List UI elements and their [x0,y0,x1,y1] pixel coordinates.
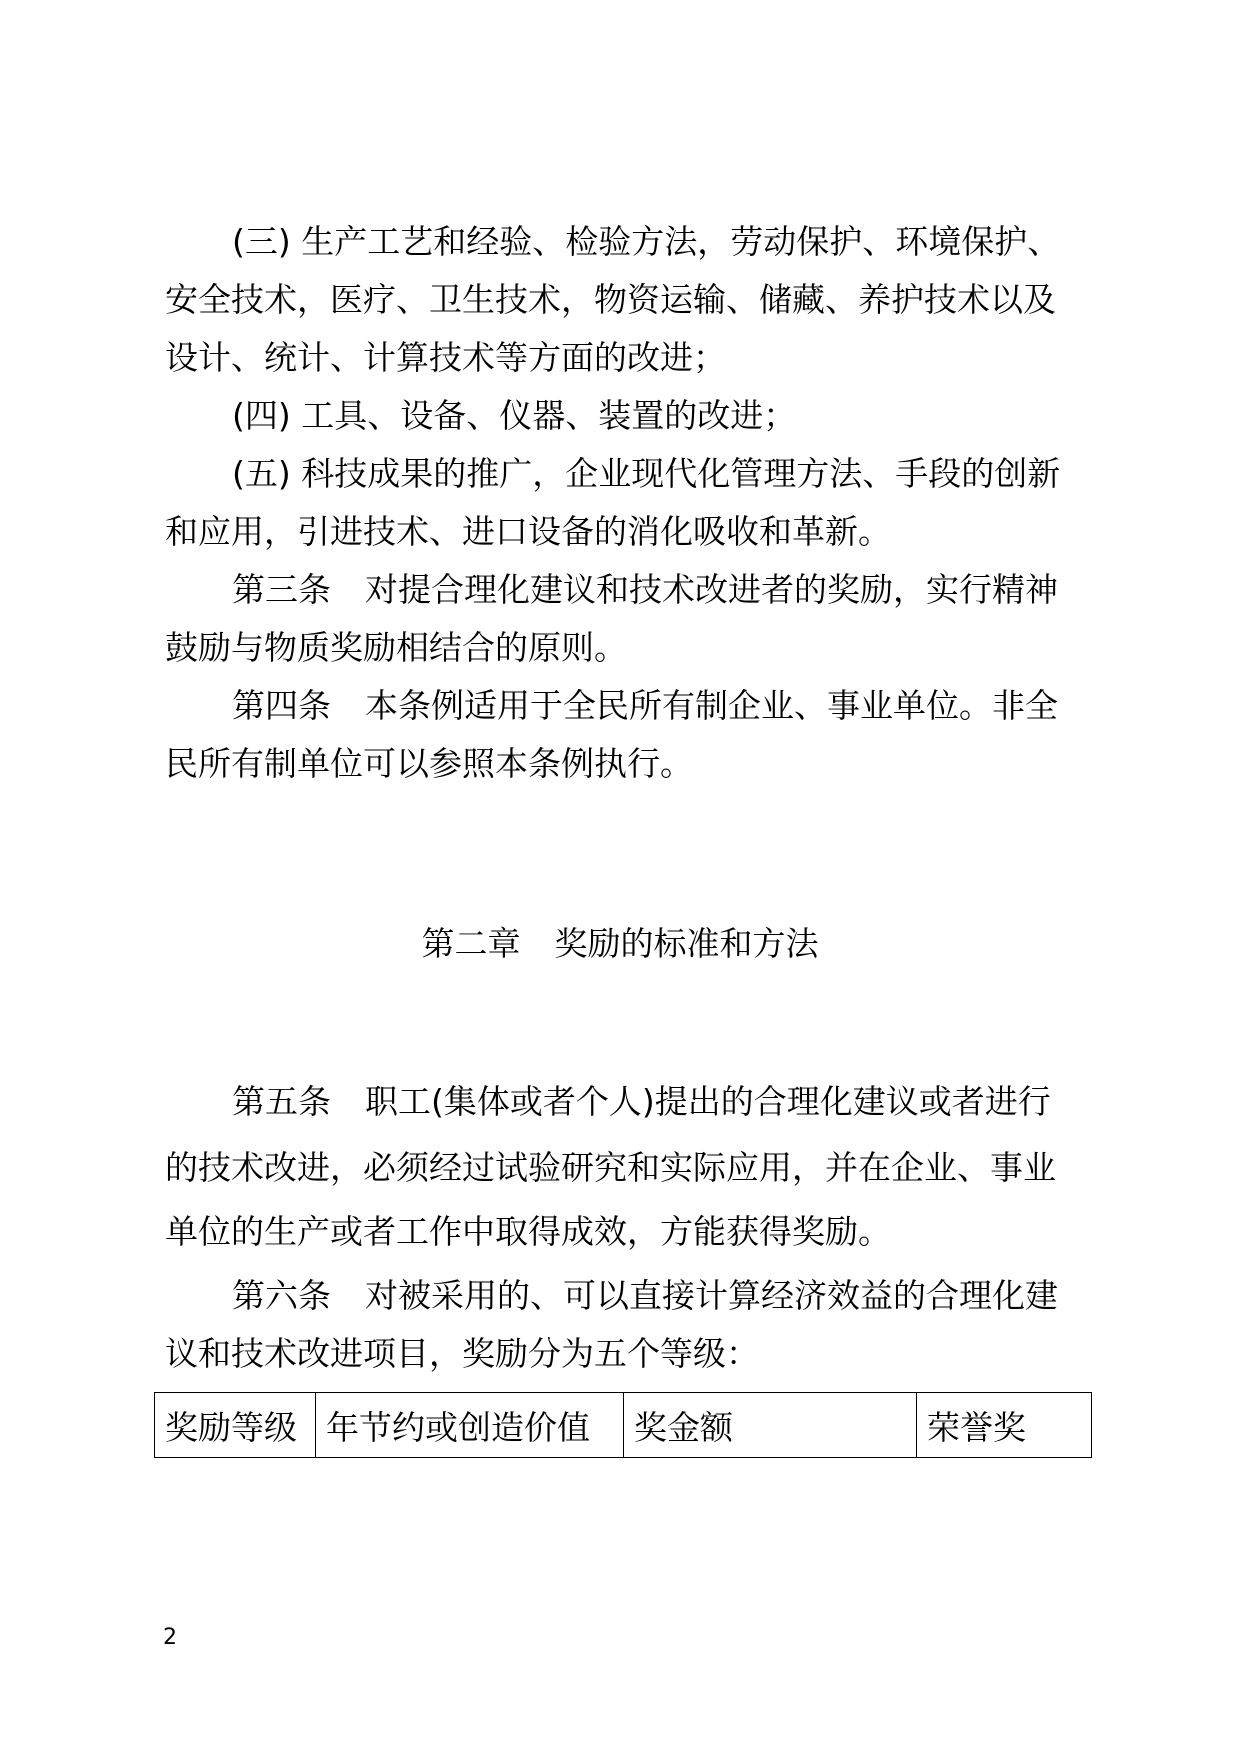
item-4-line-1: (四) 工具、设备、仪器、装置的改进； [232,396,797,435]
article-5-line-3: 单位的生产或者工作中取得成效，方能获得奖励。 [165,1212,891,1251]
table-header-row [155,1393,1092,1458]
article-4-line-2: 民所有制单位可以参照本条例执行。 [165,744,693,783]
item-3-line-3: 设计、统计、计算技术等方面的改进； [165,338,726,377]
item-3-line-1: (三) 生产工艺和经验、检验方法，劳动保护、环境保护、 [232,222,1061,261]
header-cell-honor-award: 荣誉奖 [917,1393,1092,1458]
article-3-line-1 [232,570,1080,610]
item-3-line-2: 安全技术，医疗、卫生技术，物资运输、储藏、养护技术以及 [165,280,1056,319]
page-number: 2 [163,1625,177,1650]
article-3-text: 对提合理化建议和技术改进者的奖励，实行精神 [365,570,1058,609]
chapter-title: 奖励的标准和方法 [554,924,819,963]
article-5-line-1 [232,1082,1080,1122]
article-4-line-1 [232,686,1080,726]
article-4-title: 第四条 [232,686,331,725]
header-cell-annual-value: 年节约或创造价值 [316,1393,624,1458]
article-3-title: 第三条 [232,570,331,609]
item-5-line-1: (五) 科技成果的推广，企业现代化管理方法、手段的创新 [232,454,1061,493]
article-6-title: 第六条 [232,1276,331,1315]
chapter-number: 第二章 [421,924,521,963]
article-6-line-2: 议和技术改进项目，奖励分为五个等级： [165,1334,759,1373]
item-5-line-2: 和应用，引进技术、进口设备的消化吸收和革新。 [165,512,891,551]
header-cell-award-level: 奖励等级 [155,1393,316,1458]
header-cell-bonus-amount: 奖金额 [624,1393,917,1458]
article-5-text: 职工(集体或者个人)提出的合理化建议或者进行 [365,1082,1051,1121]
award-table [154,1392,1092,1458]
article-6-line-1 [232,1276,1080,1316]
article-4-text: 本条例适用于全民所有制企业、事业单位。非全 [365,686,1058,725]
article-5-title: 第五条 [232,1082,331,1121]
article-6-text: 对被采用的、可以直接计算经济效益的合理化建 [365,1276,1058,1315]
article-3-line-2: 鼓励与物质奖励相结合的原则。 [165,628,627,667]
article-5-line-2: 的技术改进，必须经过试验研究和实际应用，并在企业、事业 [165,1148,1056,1187]
chapter-heading [0,924,1240,964]
